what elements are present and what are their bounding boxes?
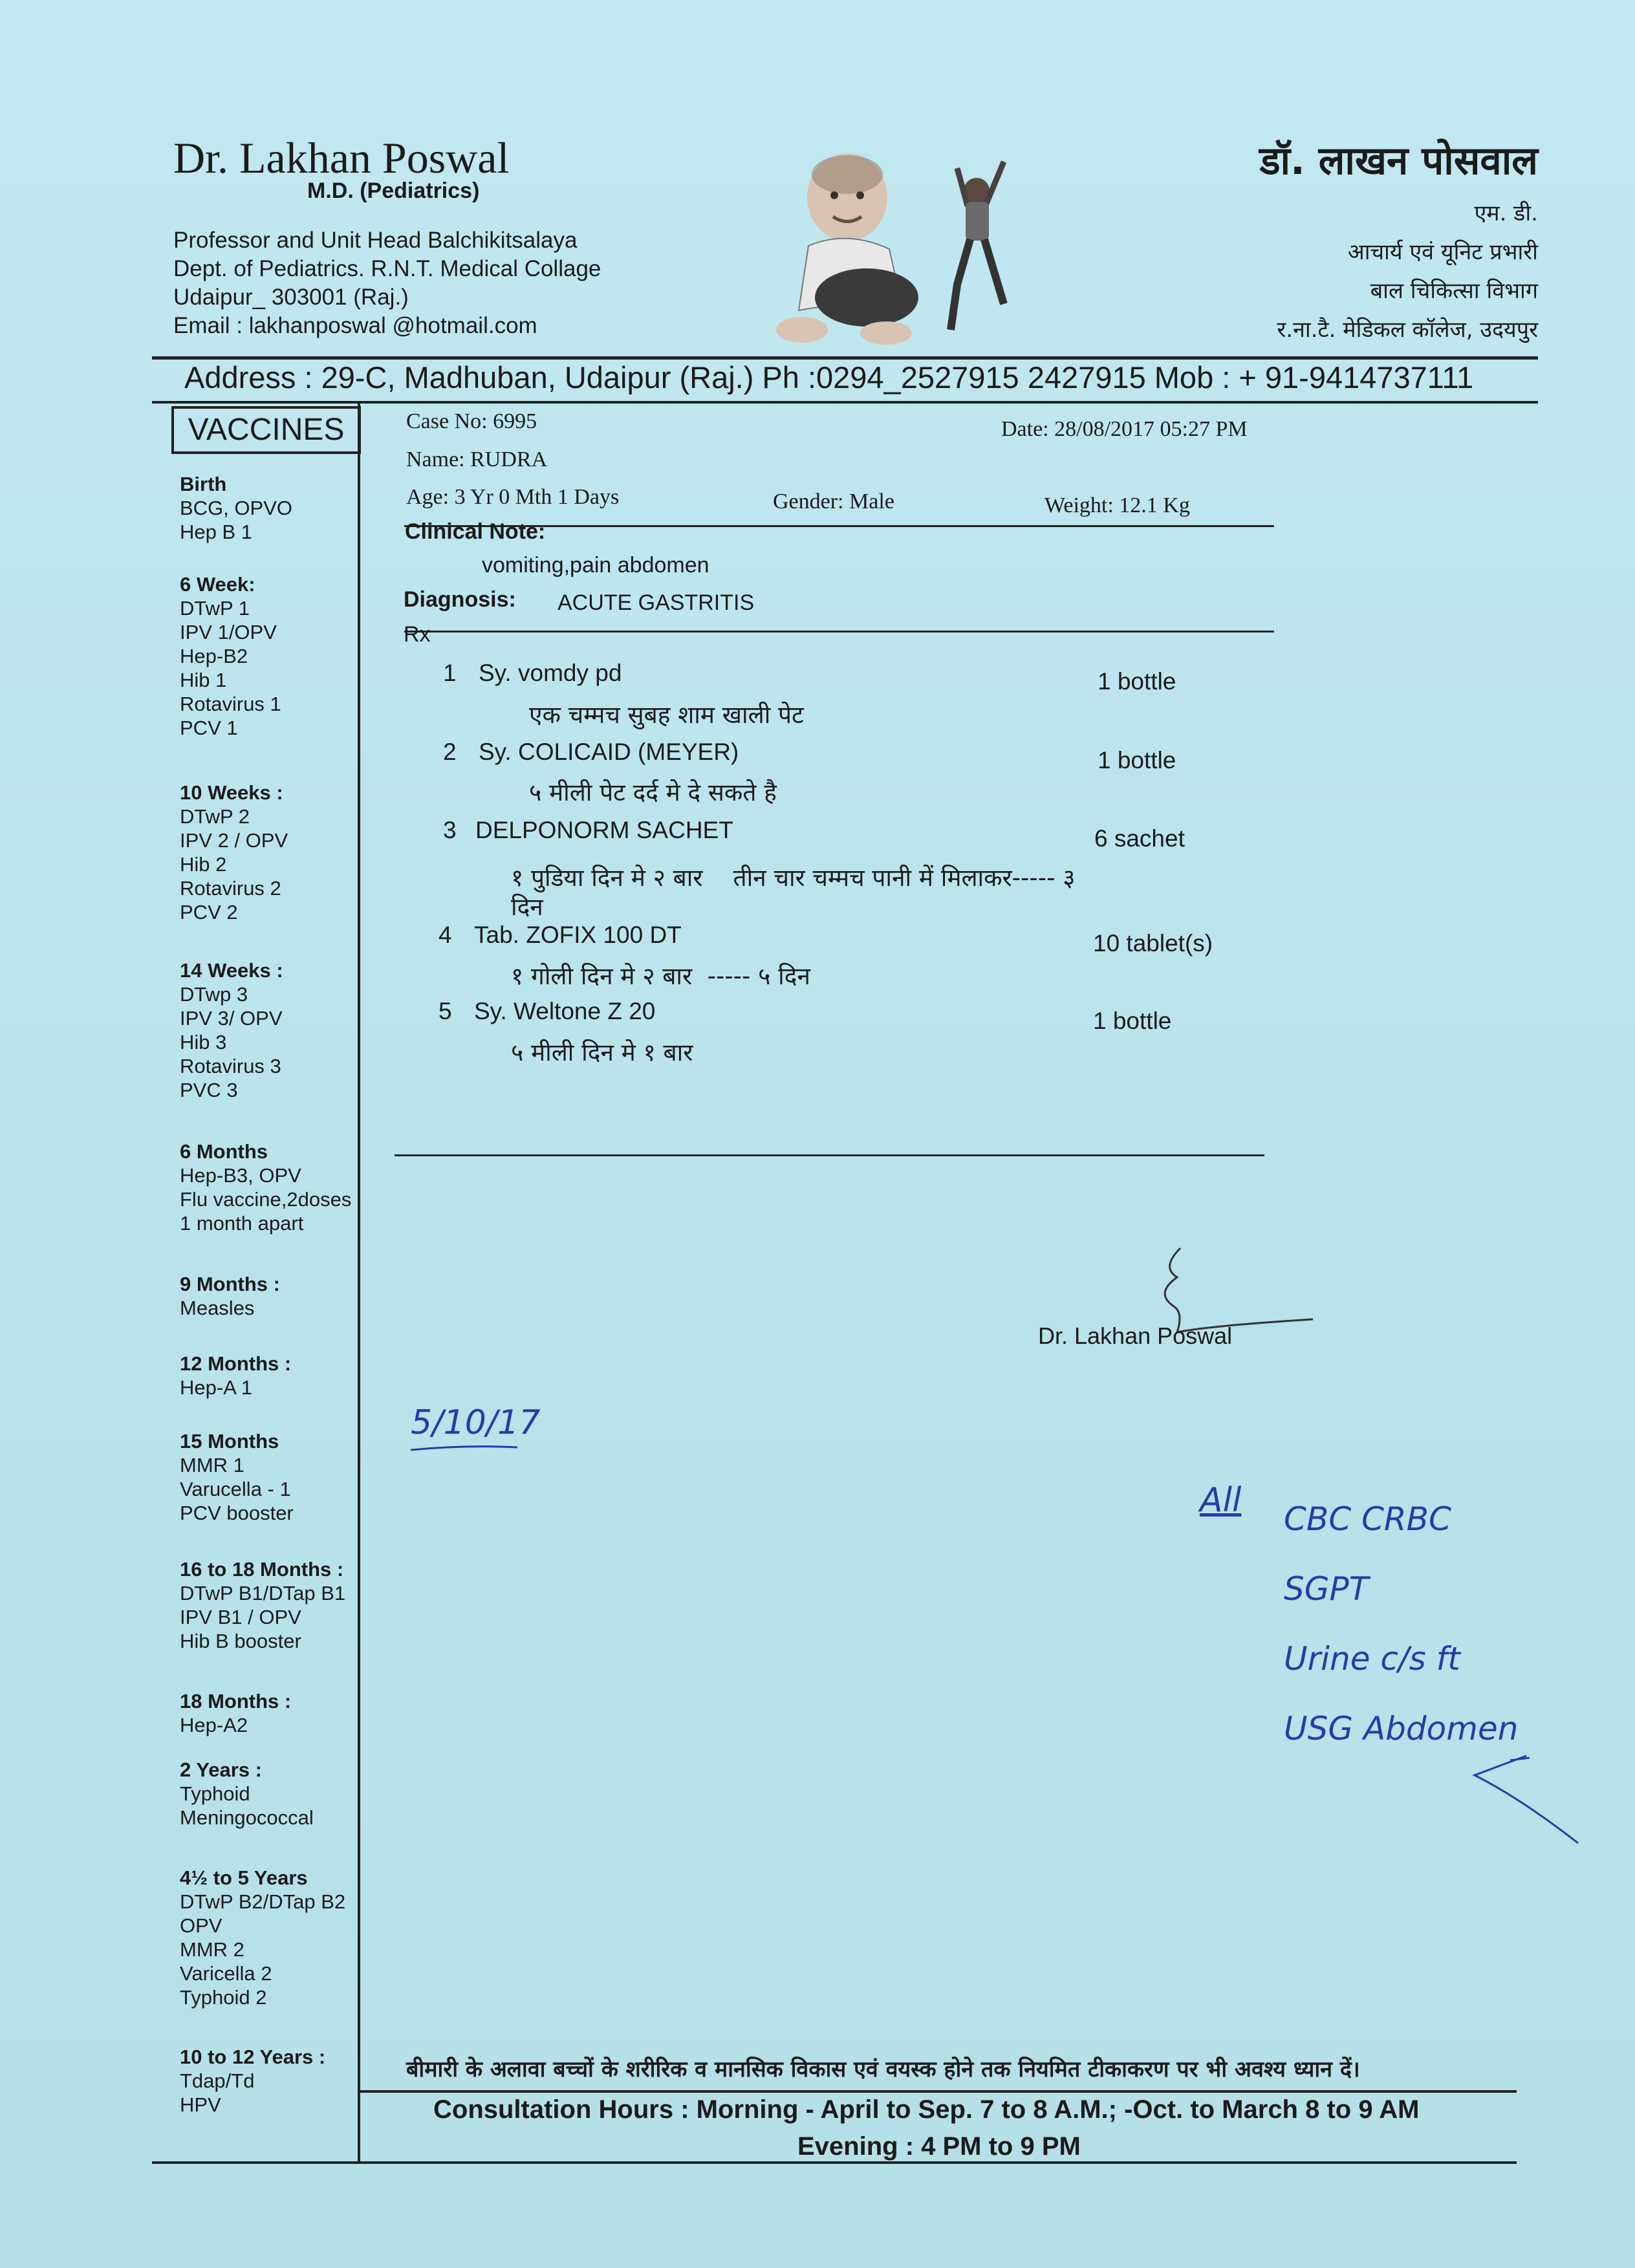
vaccine-item: DTwP 1 (180, 597, 250, 620)
profile-line: Professor and Unit Head Balchikitsalaya (173, 228, 578, 253)
vaccine-item: Typhoid (180, 1782, 250, 1805)
vaccine-group (180, 1139, 374, 1235)
doctor-name-english: Dr. Lakhan Poswal (173, 133, 510, 182)
consultation-hours-evening: Evening : 4 PM to 9 PM (797, 2132, 1081, 2161)
vaccine-item: PCV 2 (180, 901, 238, 923)
vaccine-item: Tdap/Td (180, 2069, 255, 2092)
case-number: Case No: 6995 (406, 409, 537, 433)
vaccine-item: Varucella - 1 (180, 1478, 291, 1500)
vaccine-item: Hib 3 (180, 1031, 227, 1053)
vaccine-group (180, 1272, 374, 1320)
doctor-profile-hindi (1277, 194, 1538, 349)
vaccine-item: DTwP B2/DTap B2 (180, 1890, 346, 1913)
hindi-line: र.ना.टै. मेडिकल कॉलेज, उदयपुर (1277, 317, 1538, 343)
consultation-hours-morning: Consultation Hours : Morning - April to Sep. 7 to 8 A.M.; -Oct. to March 8 to 9 AM (433, 2095, 1420, 2124)
rx-instruction: एक चम्मच सुबह शाम खाली पेट (529, 701, 804, 729)
rx-instruction: १ गोली दिन मे २ बार ----- ५ दिन (511, 962, 810, 990)
vaccine-item: Hep-A 1 (180, 1376, 253, 1399)
rx-end-rule (395, 1154, 1264, 1156)
rx-quantity: 1 bottle (1093, 1008, 1172, 1034)
rx-number: 2 (443, 739, 457, 765)
address-line: Address : 29-C, Madhuban, Udaipur (Raj.) Ph :0294_2527915 2427915 Mob : + 91-9414737111 (184, 360, 1474, 394)
vaccine-item: Rotavirus 2 (180, 877, 281, 900)
rx-quantity: 10 tablet(s) (1093, 930, 1213, 956)
vaccine-item: OPV (180, 1914, 222, 1937)
vaccine-group-title: 14 Weeks : (180, 959, 283, 982)
rx-instruction: ५ मीली पेट दर्द मे दे सकते है (529, 779, 777, 806)
vaccine-item: HPV (180, 2093, 221, 2116)
handwritten-advice-line: SGPT (1284, 1570, 1369, 1608)
rx-label: Rx (404, 622, 431, 647)
rx-quantity: 6 sachet (1094, 825, 1185, 852)
vaccine-group-title: Birth (180, 473, 227, 495)
vaccine-item: Hep-B3, OPV (180, 1164, 301, 1187)
rx-medicine: Sy. vomdy pd (479, 660, 622, 686)
diagnosis-rule (404, 631, 1274, 632)
vaccine-item: BCG, OPVO (180, 497, 292, 519)
vaccine-group-title: 10 Weeks : (180, 781, 283, 804)
vaccine-item: Rotavirus 1 (180, 693, 281, 715)
vaccine-group (180, 1758, 374, 1830)
rx-instruction: दिन (511, 893, 543, 921)
handwritten-underline (407, 1442, 524, 1455)
vaccine-item: PCV 1 (180, 717, 238, 739)
vaccine-item: MMR 1 (180, 1454, 244, 1476)
vaccine-group (180, 1429, 374, 1525)
rx-quantity: 1 bottle (1098, 747, 1176, 773)
handwritten-date: 5/10/17 (411, 1403, 541, 1442)
vaccine-group (180, 781, 374, 924)
hindi-line: बाल चिकित्सा विभाग (1370, 278, 1538, 304)
rx-instruction: १ पुडिया दिन मे २ बार तीन चार चम्मच पानी में मिलाकर----- ३ (511, 864, 1076, 892)
rx-medicine: DELPONORM SACHET (475, 817, 733, 843)
vaccine-item: DTwP B1/DTap B1 (180, 1582, 346, 1604)
vaccine-item: PCV booster (180, 1502, 294, 1524)
vaccine-item: IPV 1/OPV (180, 621, 277, 643)
rx-number: 1 (443, 660, 457, 686)
vaccine-group (180, 958, 374, 1102)
profile-line: Dept. of Pediatrics. R.N.T. Medical Collage (173, 256, 601, 281)
diagnosis-label: Diagnosis: (404, 587, 516, 612)
rx-instruction: ५ मीली दिन मे १ बार (511, 1039, 693, 1066)
handwritten-advice-line: Urine c/s ft (1284, 1640, 1460, 1678)
signature-name: Dr. Lakhan Poswal (1038, 1323, 1233, 1349)
vaccine-group (180, 2045, 374, 2117)
vaccine-group-title: 9 Months : (180, 1273, 280, 1295)
vaccine-item: Hib 2 (180, 853, 227, 876)
vaccine-item: PVC 3 (180, 1079, 238, 1101)
hindi-line: एम. डी. (1474, 200, 1538, 226)
handwritten-advice-line: CBC CRBC (1284, 1500, 1451, 1538)
doctor-name-hindi: डॉ. लाखन पोसवाल (1259, 138, 1538, 184)
vaccine-group-title: 16 to 18 Months : (180, 1558, 344, 1581)
handwritten-advice-line: USG Abdomen (1284, 1710, 1519, 1747)
vaccines-title: VACCINES (171, 406, 361, 454)
doctor-profile (173, 226, 601, 340)
clinical-note-text: vomiting,pain abdomen (482, 553, 709, 578)
vaccine-group-title: 10 to 12 Years : (180, 2046, 326, 2068)
vaccine-item: Varicella 2 (180, 1962, 272, 1985)
vaccine-item: IPV 2 / OPV (180, 829, 288, 852)
vaccine-group-title: 6 Week: (180, 573, 255, 596)
vaccine-group-title: 12 Months : (180, 1352, 292, 1375)
footer-hindi-note: बीमारी के अलावा बच्चों के शरीरिक व मानसिक विकास एवं वयस्क होने तक नियमित टीकाकरण पर भी अवश्य ध्यान दें। (406, 2057, 1360, 2082)
handwritten-advice (1284, 1484, 1518, 1764)
rx-medicine: Sy. COLICAID (MEYER) (479, 739, 739, 765)
vaccine-item: MMR 2 (180, 1938, 244, 1961)
patient-weight: Weight: 12.1 Kg (1045, 493, 1190, 517)
handwritten-advice-prefix: All (1200, 1481, 1242, 1520)
children-photo-logo (763, 136, 1041, 359)
vaccine-group-title: 4½ to 5 Years (180, 1866, 308, 1889)
vaccine-item: Hib 1 (180, 669, 227, 691)
vaccine-item: DTwP 2 (180, 805, 250, 828)
vaccine-group-title: 6 Months (180, 1140, 268, 1163)
vaccine-item: DTwp 3 (180, 983, 248, 1006)
handwritten-initials (1462, 1746, 1591, 1850)
rx-quantity: 1 bottle (1098, 668, 1176, 695)
diagnosis-text: ACUTE GASTRITIS (558, 590, 755, 615)
vaccine-group (180, 1866, 374, 2009)
vaccine-item: Hep B 1 (180, 521, 253, 543)
vaccine-group (180, 1557, 374, 1653)
vaccine-item: Hib B booster (180, 1630, 301, 1652)
vaccine-item: Meningococcal (180, 1806, 314, 1829)
vaccine-item: Measles (180, 1297, 255, 1319)
vaccine-item: Rotavirus 3 (180, 1055, 281, 1077)
rx-number: 4 (439, 922, 452, 948)
hindi-line: आचार्य एवं यूनिट प्रभारी (1347, 239, 1538, 265)
rx-number: 3 (443, 817, 457, 843)
vaccine-group-title: 2 Years : (180, 1758, 262, 1781)
rx-medicine: Sy. Weltone Z 20 (474, 998, 656, 1024)
vaccine-item: 1 month apart (180, 1212, 304, 1235)
footer-rule (359, 2090, 1517, 2093)
visit-date: Date: 28/08/2017 05:27 PM (1001, 417, 1248, 441)
doctor-degree: M.D. (Pediatrics) (307, 178, 480, 203)
profile-line: Email : lakhanposwal @hotmail.com (173, 313, 537, 338)
patient-gender: Gender: Male (773, 490, 894, 513)
clinical-note-label: Clinical Note: (405, 519, 546, 544)
rx-medicine: Tab. ZOFIX 100 DT (474, 922, 682, 948)
rx-number: 5 (439, 998, 452, 1024)
vaccine-group (180, 472, 374, 544)
vaccine-item: IPV B1 / OPV (180, 1606, 301, 1628)
vaccine-group (180, 572, 374, 740)
vaccine-item: Typhoid 2 (180, 1986, 267, 2009)
vaccine-group-title: 18 Months : (180, 1690, 292, 1712)
patient-name: Name: RUDRA (406, 448, 548, 471)
profile-line: Udaipur_ 303001 (Raj.) (173, 285, 409, 310)
page-bottom-rule (152, 2161, 1517, 2164)
patient-age: Age: 3 Yr 0 Mth 1 Days (406, 485, 620, 509)
vaccine-item: IPV 3/ OPV (180, 1007, 283, 1030)
vaccine-group (180, 1352, 374, 1399)
vaccine-item: Flu vaccine,2doses (180, 1188, 352, 1211)
vaccine-item: Hep-A2 (180, 1714, 248, 1736)
vaccine-item: Hep-B2 (180, 645, 248, 667)
vaccine-group-title: 15 Months (180, 1430, 279, 1453)
vaccine-group (180, 1689, 374, 1737)
